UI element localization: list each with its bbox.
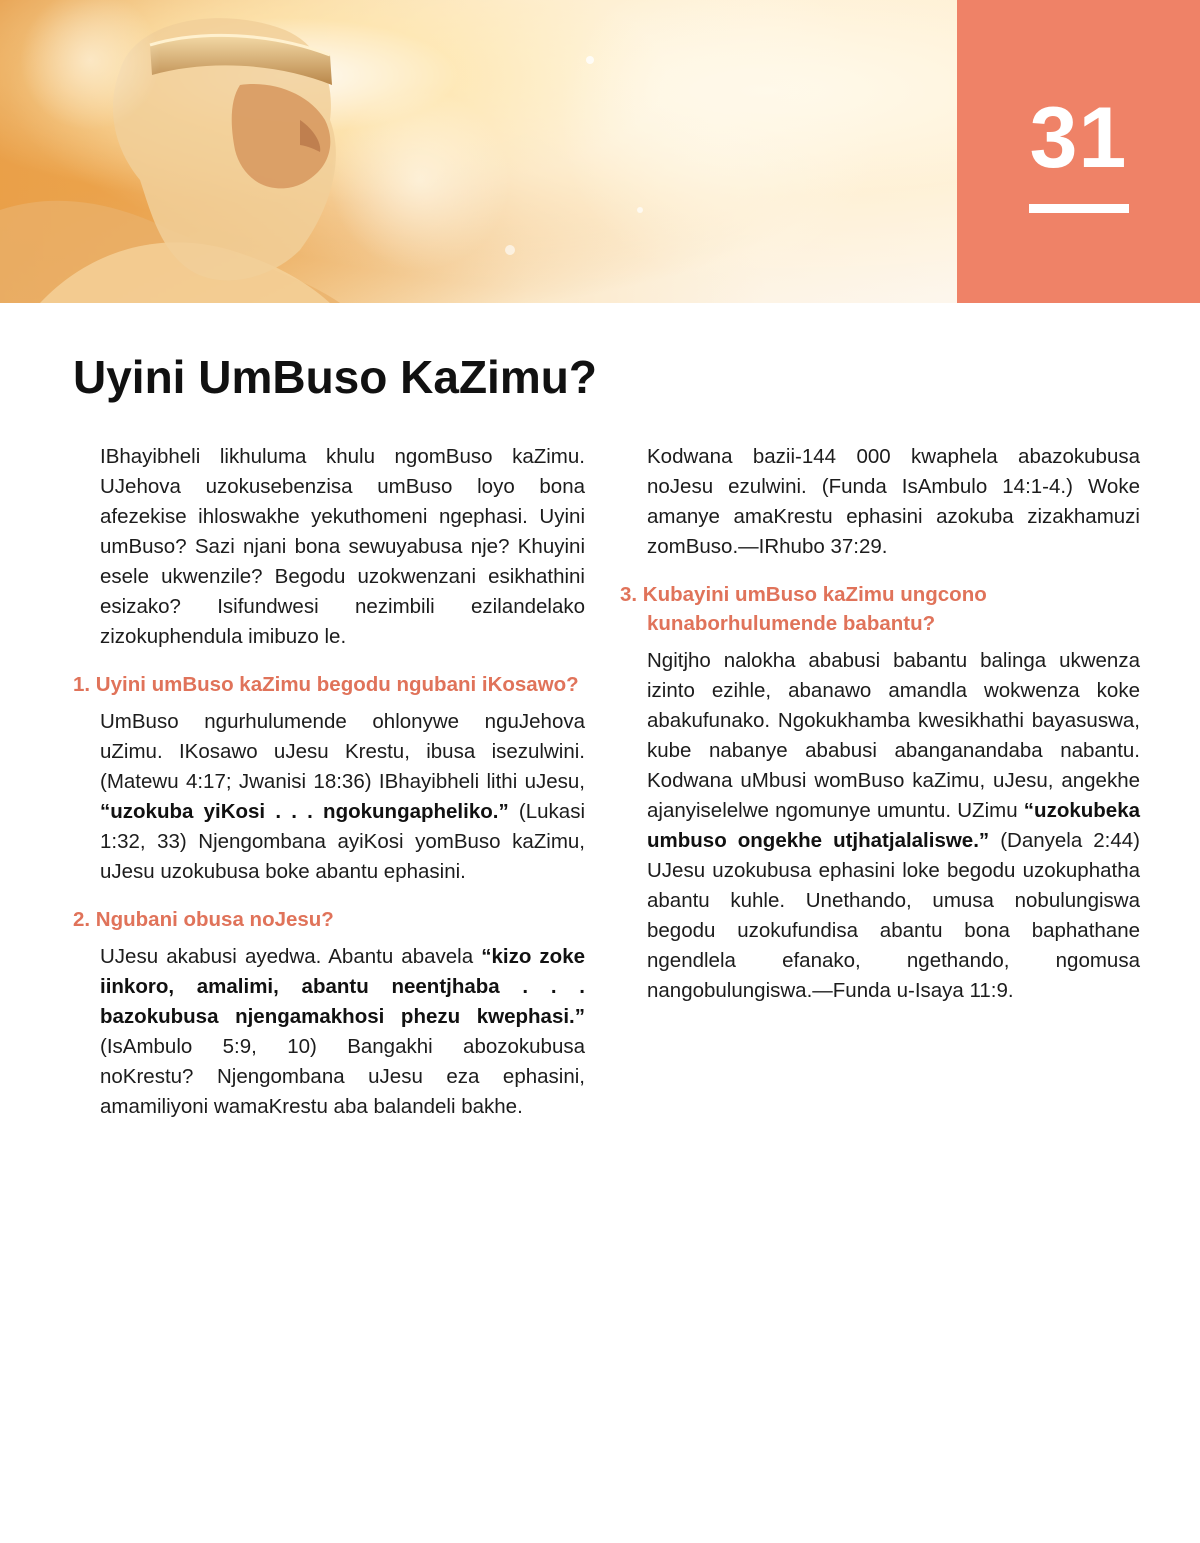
page-title: Uyini UmBuso KaZimu?: [73, 351, 597, 403]
answer-paragraph-1: [100, 707, 585, 887]
answer-1-quote: “uzokuba yiKosi . . . ngokungapheliko.”: [100, 800, 509, 823]
answer-paragraph-2-continued: Kodwana bazii-144 000 kwaphela abazokubusa noJesu ezulwini. (Funda IsAmbulo 14:1-4.) Woke amanye amaKrestu ephasini azokuba zizakhamuzi zomBuso.—IRhubo 37:29.: [647, 445, 1140, 558]
answer-paragraph-2: [100, 942, 585, 1122]
answer-3-text-b: (Danyela 2:44) UJesu uzokubusa ephasini loke begodu uzokuphatha abantu kuhle. Unethando, umusa nobulungiswa begodu uzokufundisa abantu bona baphathane ngendlela efanako, ngethando, ngomusa nangobulungiswa.—Funda u-Isaya 11:9.: [647, 829, 1140, 1002]
chapter-underline: [1029, 204, 1129, 213]
right-column: [620, 442, 1140, 1024]
answer-3-quote: “uzokubeka umbuso ongekhe utjhatjalaliswe.”: [647, 799, 1140, 852]
question-heading-2: 2. Ngubani obusa noJesu?: [73, 908, 334, 931]
question-heading-1: 1. Uyini umBuso kaZimu begodu ngubani iKosawo?: [73, 673, 579, 696]
header-illustration: [0, 0, 957, 303]
answer-1-text-b: (Lukasi 1:32, 33) Njengombana ayiKosi yomBuso kaZimu, uJesu uzokubusa boke abantu ephasini.: [100, 800, 585, 883]
king-illustration: [0, 0, 957, 303]
answer-3-text-a: Ngitjho nalokha ababusi babantu balinga ukwenza izinto ezihle, abanawo amandla wokwenza koke abakufunako. Ngokukhamba kwesikhathi bayasuswa, kube nabanye ababusi abanganandaba nabantu. Kodwana uMbusi womBuso kaZimu, uJesu, angekhe ajanyiselelwe ngomunye umuntu. UZimu: [647, 649, 1140, 822]
chapter-number: 31: [1029, 90, 1128, 186]
answer-paragraph-3: [647, 646, 1140, 1006]
answer-1-text-a: UmBuso ngurhulumende ohlonywe nguJehova uZimu. IKosawo uJesu Krestu, ibusa isezulwini. (Matewu 4:17; Jwanisi 18:36) IBhayibheli lithi uJesu,: [100, 710, 585, 793]
question-heading-3: 3. Kubayini umBuso kaZimu ungcono kunaborhulumende babantu?: [620, 583, 987, 635]
answer-2-text-a: UJesu akabusi ayedwa. Abantu abavela: [100, 945, 482, 968]
left-column: [73, 442, 585, 1140]
answer-2-text-b: (IsAmbulo 5:9, 10) Bangakhi abozokubusa noKrestu? Njengombana uJesu eza ephasini, amamiliyoni wamaKrestu aba balandeli bakhe.: [100, 1035, 585, 1118]
answer-2-quote: “kizo zoke iinkoro, amalimi, abantu neentjhaba . . . bazokubusa njengamakhosi phezu kwephasi.”: [100, 945, 585, 1028]
chapter-badge: [957, 0, 1200, 303]
intro-paragraph: IBhayibheli likhuluma khulu ngomBuso kaZimu. UJehova uzokusebenzisa umBuso loyo bona afezekise ihloswakhe yekuthomeni ngephasi. Uyini umBuso? Sazi njani bona sewuyabusa nje? Khuyini esele ukwenzile? Begodu uzokwenzani esikhathini esizako? Isifundwesi nezimbili ezilandelako zizokuphendula imibuzo le.: [100, 445, 585, 648]
